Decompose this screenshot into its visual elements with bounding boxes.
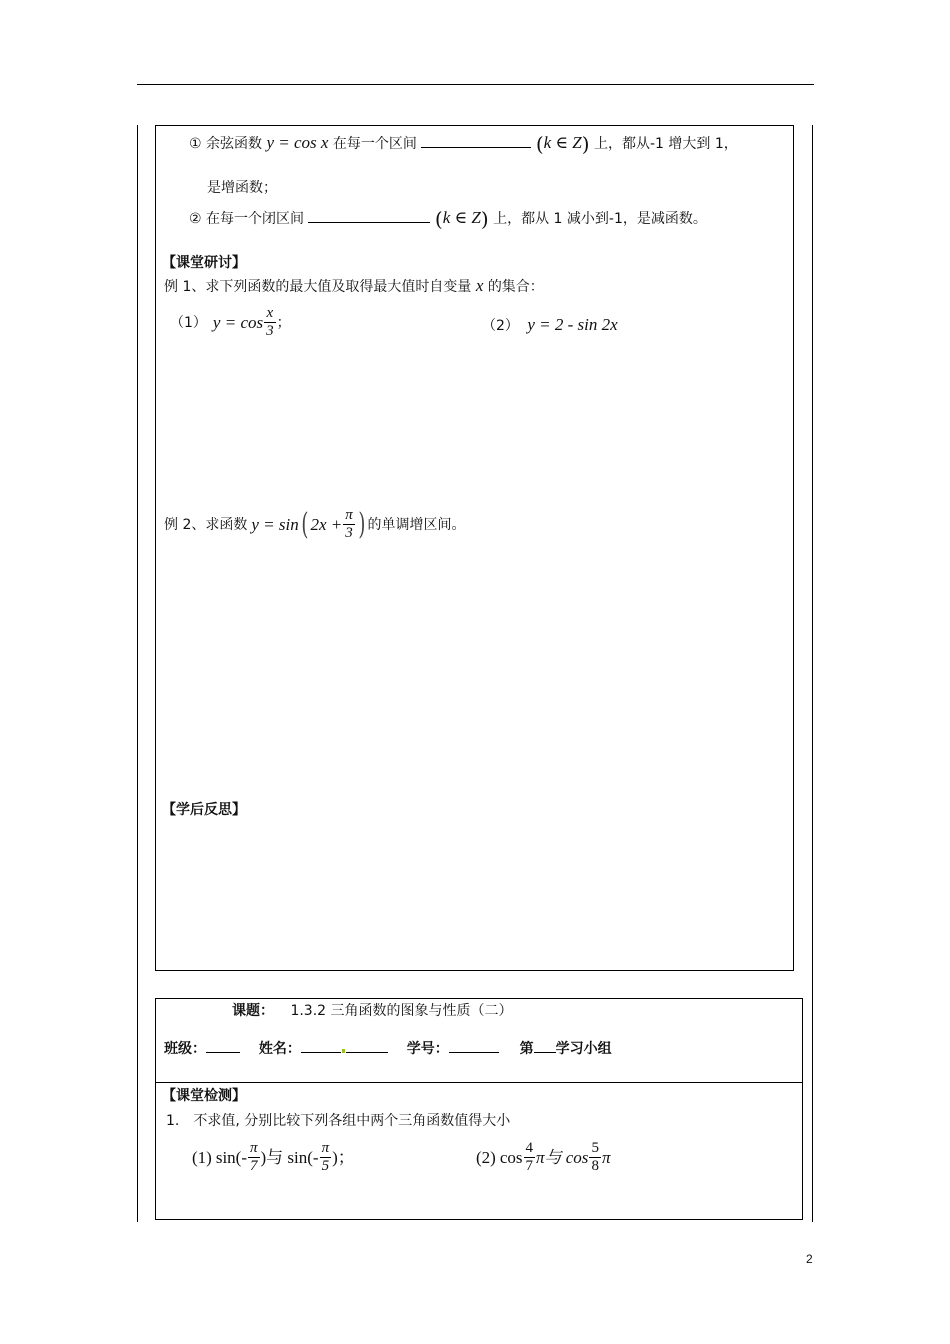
group-suffix: 学习小组 bbox=[555, 1041, 612, 1057]
test-part2-fraction-a bbox=[524, 1140, 536, 1175]
example2-question bbox=[164, 507, 465, 542]
test-part1-fraction-a-den: 7 bbox=[250, 1158, 258, 1174]
item1-text-a: 余弦函数 bbox=[206, 136, 263, 152]
topic-line bbox=[232, 1004, 513, 1018]
item2-blank bbox=[308, 222, 430, 223]
item1-marker: ① bbox=[189, 136, 202, 152]
worksheet-header-divider bbox=[155, 1082, 803, 1083]
test-part1-label: (1) bbox=[192, 1148, 212, 1167]
test-part2-fraction-b-den: 8 bbox=[591, 1158, 599, 1174]
item1-continuation: 是增函数； bbox=[207, 180, 277, 196]
id-label: 学号： bbox=[406, 1041, 449, 1057]
group-prefix: 第 bbox=[519, 1041, 534, 1057]
item1-equation: y = cos x bbox=[266, 133, 329, 152]
test-part2-mid: π与 cos bbox=[536, 1148, 589, 1167]
item1-text-b: 在每一个区间 bbox=[332, 136, 417, 152]
item1-blank bbox=[421, 147, 531, 148]
test-part1-expr-a: sin(- bbox=[215, 1148, 247, 1167]
example1-part1-fraction bbox=[264, 305, 276, 340]
test-part2-label: (2) bbox=[476, 1148, 496, 1167]
example2-lhs: y = sin bbox=[251, 515, 299, 534]
class-blank[interactable] bbox=[206, 1052, 240, 1053]
student-info-line bbox=[164, 1042, 612, 1056]
test-part2-fraction-a-num: 4 bbox=[525, 1140, 533, 1156]
discussion-heading: 【课堂研讨】 bbox=[162, 255, 246, 271]
header-rule bbox=[137, 84, 814, 85]
test-part2-fraction-a-den: 7 bbox=[525, 1158, 533, 1174]
example2-paren-close: ) bbox=[358, 506, 366, 542]
outer-border-right bbox=[812, 125, 813, 1222]
item2-condition: k ∈ Z bbox=[442, 208, 481, 227]
example2-fraction bbox=[343, 507, 355, 542]
example2-label: 例 2、求函数 bbox=[164, 516, 248, 533]
stray-mark bbox=[342, 1049, 345, 1053]
example1-part1-numerator: x bbox=[266, 305, 274, 321]
test-part1-mid: )与 sin(- bbox=[260, 1148, 319, 1167]
example2-paren-open: ( bbox=[301, 506, 309, 542]
example1-question bbox=[164, 277, 544, 294]
test-part1-fraction-a bbox=[248, 1140, 260, 1175]
page-number: 2 bbox=[806, 1252, 813, 1266]
item1-text-c: 上，都从-1 增大到 1， bbox=[593, 136, 738, 152]
item1-condition: k ∈ Z bbox=[543, 133, 582, 152]
item1-line bbox=[189, 134, 738, 154]
item2-paren-close: ) bbox=[480, 207, 489, 231]
topic-label: 课题： bbox=[232, 1003, 274, 1019]
example1-part2-equation: y = 2 - sin 2x bbox=[527, 315, 618, 334]
group-blank[interactable] bbox=[534, 1052, 556, 1053]
reflection-heading: 【学后反思】 bbox=[162, 802, 246, 818]
example1-part2 bbox=[482, 316, 618, 333]
item2-paren-open: ( bbox=[434, 207, 443, 231]
test-part2-end: π bbox=[601, 1148, 611, 1167]
test-part-2 bbox=[476, 1140, 610, 1175]
item2-text-a: 在每一个闭区间 bbox=[206, 211, 305, 227]
test-part1-end: )； bbox=[332, 1148, 355, 1167]
example1-part2-label: （2） bbox=[482, 318, 519, 334]
item2-text-b: 上，都从 1 减小到-1，是减函数。 bbox=[493, 211, 707, 227]
example2-denominator: 3 bbox=[345, 525, 353, 541]
test-part1-fraction-b bbox=[320, 1140, 332, 1175]
test-heading: 【课堂检测】 bbox=[162, 1088, 246, 1104]
example2-numerator: π bbox=[345, 507, 353, 523]
outer-border-left bbox=[137, 125, 138, 1222]
test-part2-fraction-b-num: 5 bbox=[591, 1140, 599, 1156]
main-content-box bbox=[155, 125, 794, 971]
item1-paren-open: ( bbox=[535, 132, 544, 156]
name-blank-a[interactable] bbox=[301, 1052, 341, 1053]
worksheet-header-box bbox=[155, 998, 803, 1220]
example1-part1 bbox=[170, 305, 291, 340]
example1-part1-label: （1） bbox=[170, 314, 207, 331]
class-label: 班级： bbox=[164, 1041, 206, 1057]
item1-paren-close: ) bbox=[581, 132, 590, 156]
test-part2-expr-a: cos bbox=[499, 1148, 523, 1167]
example1-part1-denominator: 3 bbox=[266, 323, 274, 339]
test-part1-fraction-b-num: π bbox=[321, 1140, 330, 1156]
example1-label: 例 1、求下列函数的最大值及取得最大值时自变量 bbox=[164, 279, 472, 295]
id-blank[interactable] bbox=[449, 1052, 499, 1053]
topic-title: 1.3.2 三角函数的图象与性质（二） bbox=[290, 1003, 513, 1019]
test-question-1: 1. 不求值, 分别比较下列各组中两个三角函数值得大小 bbox=[166, 1113, 511, 1129]
item2-line bbox=[189, 209, 707, 229]
test-part-1 bbox=[192, 1140, 355, 1175]
example1-variable: x bbox=[475, 276, 484, 295]
test-part1-fraction-a-num: π bbox=[250, 1140, 258, 1156]
item2-marker: ② bbox=[189, 211, 202, 227]
example1-part1-lhs: y = cos bbox=[212, 313, 264, 332]
example2-inner: 2x + bbox=[310, 515, 343, 534]
name-label: 姓名： bbox=[258, 1041, 301, 1057]
example2-tail: 的单调增区间。 bbox=[367, 516, 466, 533]
test-part1-fraction-b-den: 5 bbox=[321, 1158, 330, 1174]
example1-tail: 的集合： bbox=[487, 279, 544, 295]
name-blank-b[interactable] bbox=[346, 1052, 388, 1053]
example1-part1-end: ； bbox=[276, 314, 291, 331]
test-part2-fraction-b bbox=[589, 1140, 601, 1175]
